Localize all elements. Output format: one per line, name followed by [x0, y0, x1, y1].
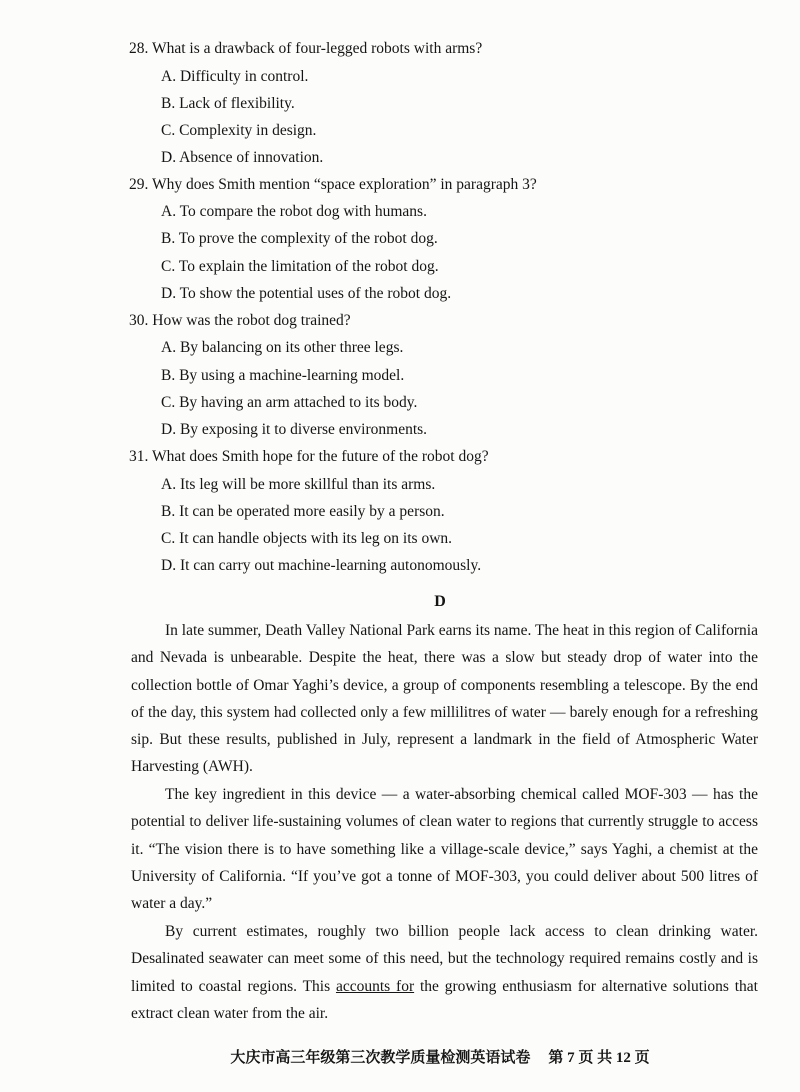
paragraph-3-text-start: By current estimates, roughly two billion people lack access to clean drinking water. Desalinated seawater can meet some of this need, but the technology required remains costly and is limited to coastal regions. This — [131, 923, 758, 995]
question-30-option-d: D. By exposing it to diverse environments. — [161, 421, 428, 438]
question-28-option-b: B. Lack of flexibility. — [161, 95, 295, 112]
question-28-option-a: A. Difficulty in control. — [161, 68, 309, 85]
question-29-option-c: C. To explain the limitation of the robot dog. — [161, 258, 439, 275]
page-number: 第 7 页 共 12 页 — [548, 1050, 650, 1066]
passage-paragraph-1: In late summer, Death Valley National Park earns its name. The heat in this region of California and Nevada is unbearable. Despite the heat, there was a slow but steady drop of water into the collection bottle of Omar Yaghi’s device, a group of components resembling a telescope. By the end of the day, this system had collected only a few millilitres of water — barely enough for a refreshing sip. But these results, published in July, represent a landmark in the field of Atmospheric Water Harvesting (AWH). — [131, 622, 758, 776]
question-28-option-c: C. Complexity in design. — [161, 122, 317, 139]
question-28-option-d: D. Absence of innovation. — [161, 149, 324, 166]
exam-title: 大庆市高三年级第三次教学质量检测英语试卷 — [230, 1050, 531, 1066]
question-29-option-a: A. To compare the robot dog with humans. — [161, 203, 427, 220]
question-28-stem: 28. What is a drawback of four-legged robots with arms? — [129, 40, 483, 57]
question-30-option-b: B. By using a machine-learning model. — [161, 367, 405, 384]
question-30-option-a: A. By balancing on its other three legs. — [161, 339, 404, 356]
passage-paragraph-2: The key ingredient in this device — a water-absorbing chemical called MOF-303 — has the potential to deliver life-sustaining volumes of clean water to regions that currently struggle to access it. “The vision there is to have something like a village-scale device,” says Yaghi, a chemist at the University of California. “If you’ve got a tonne of MOF-303, you could deliver about 500 litres of water a day.” — [131, 786, 758, 913]
question-31-stem: 31. What does Smith hope for the future of the robot dog? — [129, 448, 489, 465]
question-29-option-d: D. To show the potential uses of the robot dog. — [161, 285, 452, 302]
question-30-option-c: C. By having an arm attached to its body. — [161, 394, 418, 411]
section-title: D — [434, 593, 446, 610]
page-footer — [0, 1046, 800, 1067]
question-31-option-c: C. It can handle objects with its leg on its own. — [161, 530, 453, 547]
question-31-option-d: D. It can carry out machine-learning autonomously. — [161, 557, 482, 574]
question-29-option-b: B. To prove the complexity of the robot dog. — [161, 230, 438, 247]
question-31-option-b: B. It can be operated more easily by a person. — [161, 503, 445, 520]
passage-paragraph-3 — [131, 918, 758, 1027]
paragraph-3-text-end: the growing enthusiasm for alternative solutions that extract clean water from the air. — [131, 977, 758, 1022]
question-31-option-a: A. Its leg will be more skillful than its arms. — [161, 476, 436, 493]
question-29-stem: 29. Why does Smith mention “space exploration” in paragraph 3? — [129, 176, 537, 193]
question-30-stem: 30. How was the robot dog trained? — [129, 312, 351, 329]
underlined-phrase: accounts for — [335, 977, 415, 995]
